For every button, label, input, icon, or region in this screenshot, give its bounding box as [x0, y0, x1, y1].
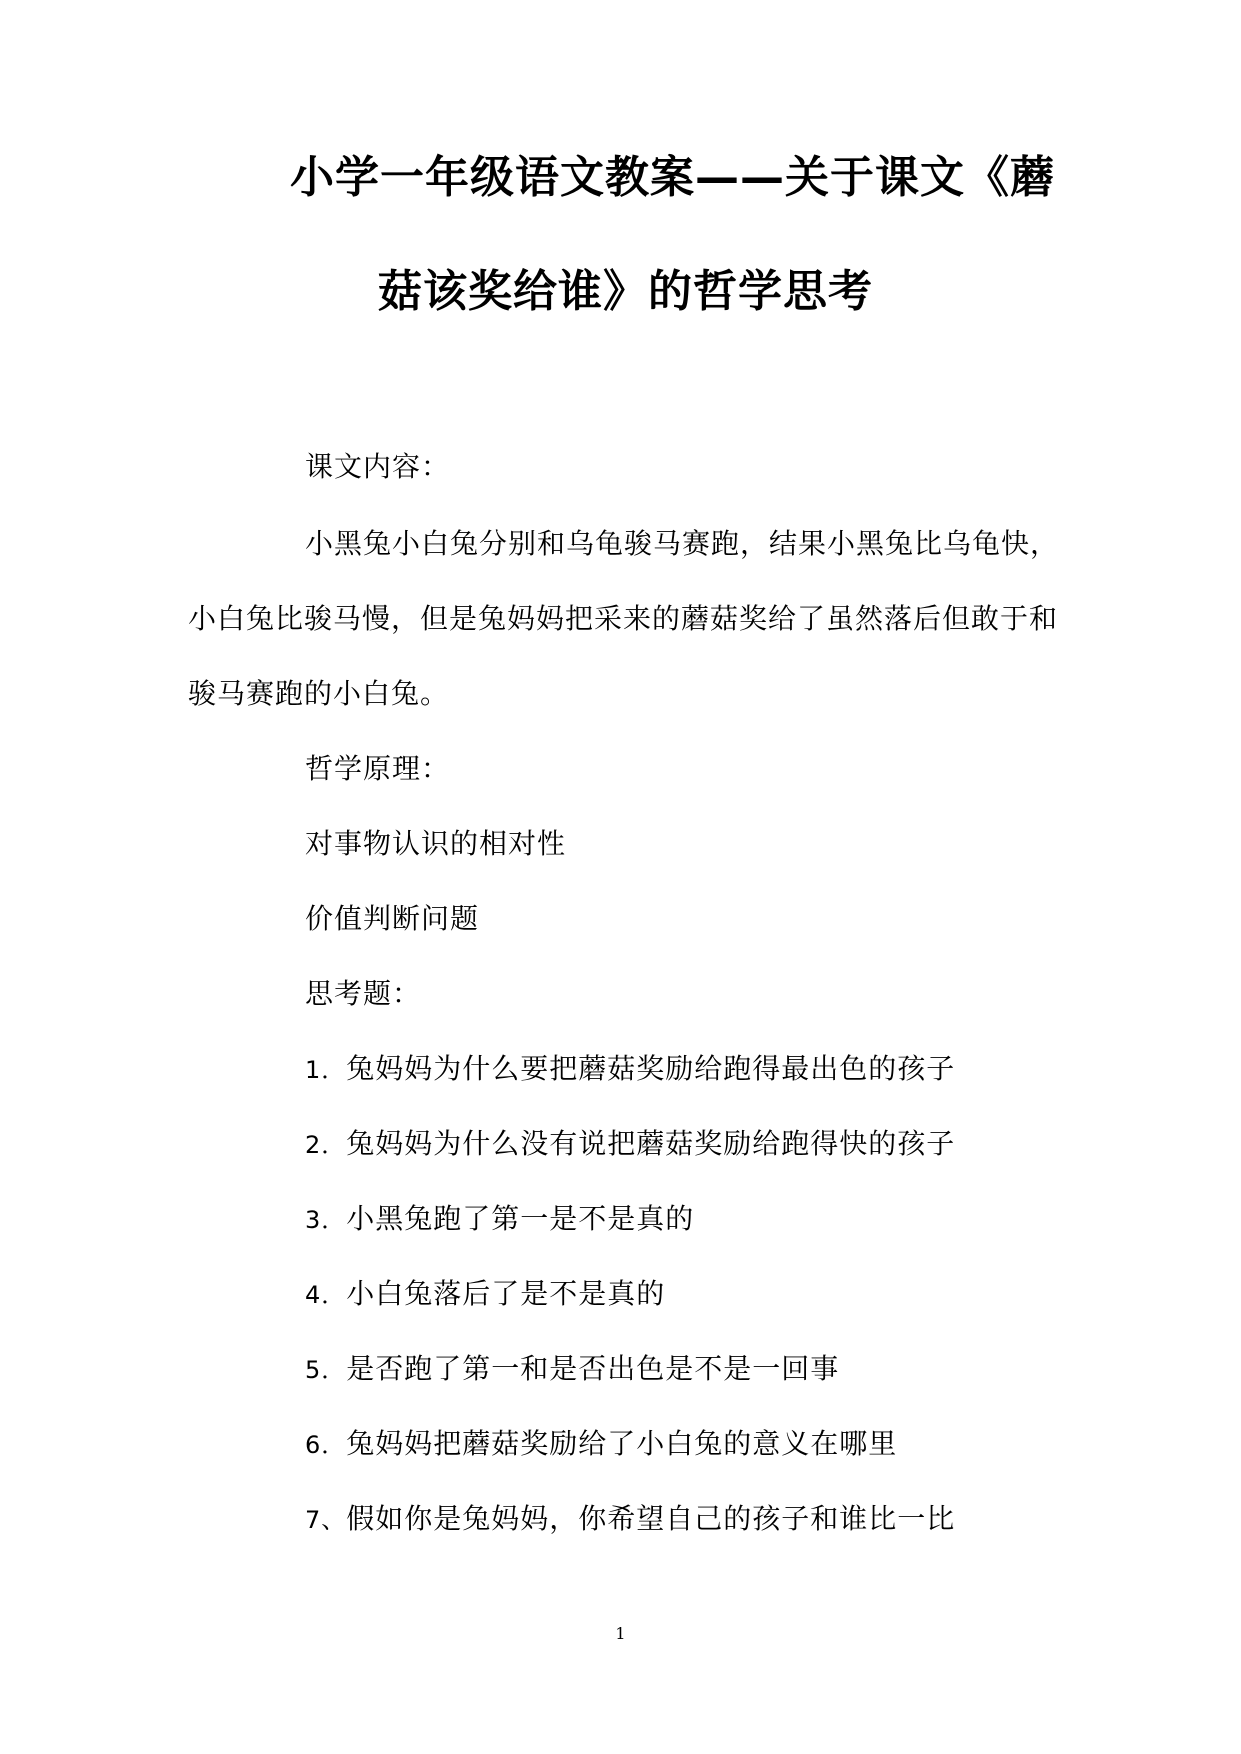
question-text: 假如你是兔妈妈，你希望自己的孩子和谁比一比	[346, 1502, 956, 1535]
content-paragraph-line-2: 小白兔比骏马慢，但是兔妈妈把采来的蘑菇奖给了虽然落后但敢于和	[188, 602, 1059, 635]
questions-heading: 思考题：	[305, 977, 422, 1010]
question-number: 5．	[305, 1356, 347, 1384]
principle-item: 价值判断问题	[305, 902, 480, 935]
question-text: 小白兔落后了是不是真的	[346, 1277, 666, 1310]
question-item	[305, 1427, 897, 1462]
question-text: 兔妈妈为什么要把蘑菇奖励给跑得最出色的孩子	[346, 1052, 956, 1085]
content-paragraph-line-3: 骏马赛跑的小白兔。	[188, 677, 450, 710]
content-paragraph-line-1: 小黑兔小白兔分别和乌龟骏马赛跑，结果小黑兔比乌龟快，	[305, 527, 1060, 560]
document-title-line-1: 小学一年级语文教案——关于课文《蘑	[290, 152, 1055, 203]
question-number: 2．	[305, 1131, 347, 1159]
question-number: 1．	[305, 1056, 347, 1084]
question-item	[305, 1352, 839, 1387]
question-text: 兔妈妈把蘑菇奖励给了小白兔的意义在哪里	[346, 1427, 898, 1460]
principle-heading: 哲学原理：	[305, 752, 451, 785]
question-number: 3．	[305, 1206, 347, 1234]
question-item	[305, 1502, 955, 1537]
question-number: 7、	[305, 1506, 347, 1534]
principle-item: 对事物认识的相对性	[305, 827, 567, 860]
question-number: 4．	[305, 1281, 347, 1309]
question-text: 是否跑了第一和是否出色是不是一回事	[346, 1352, 840, 1385]
question-item	[305, 1277, 665, 1312]
content-heading: 课文内容：	[305, 450, 451, 483]
document-title-line-2: 菇该奖给谁》的哲学思考	[378, 266, 873, 317]
question-item	[305, 1052, 955, 1087]
question-item	[305, 1127, 955, 1162]
question-text: 兔妈妈为什么没有说把蘑菇奖励给跑得快的孩子	[346, 1127, 956, 1160]
question-number: 6．	[305, 1431, 347, 1459]
question-item	[305, 1202, 694, 1237]
question-text: 小黑兔跑了第一是不是真的	[346, 1202, 695, 1235]
page-number: 1	[615, 1624, 626, 1643]
